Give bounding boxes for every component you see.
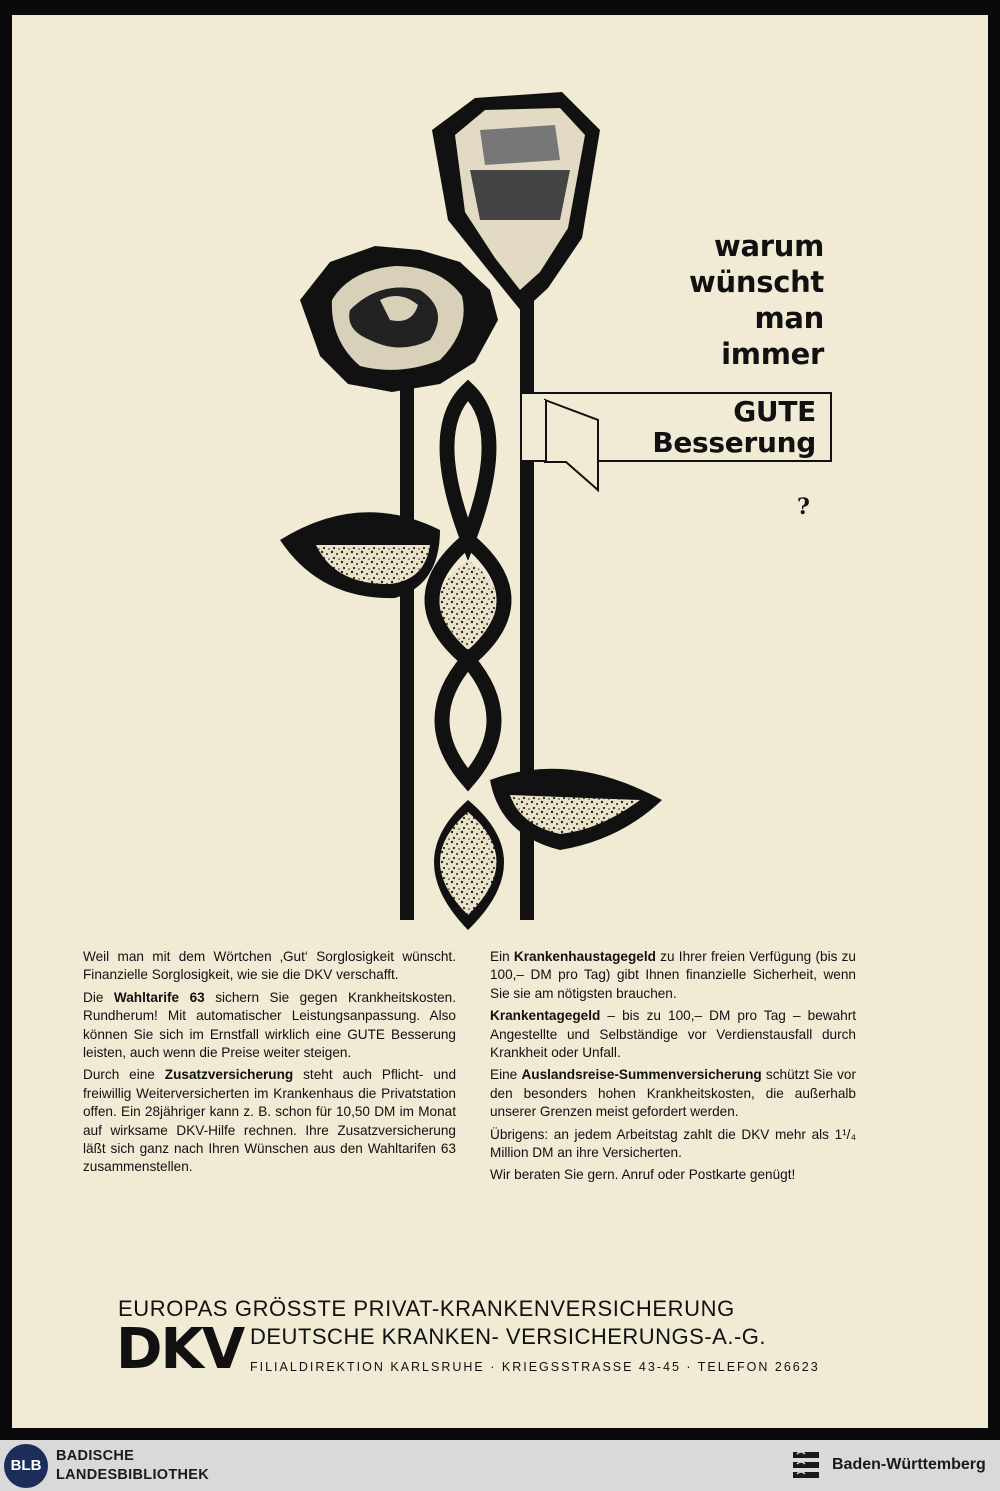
paragraph: Eine Auslandsreise-Summenversicherung schützt Sie vor den besonders hohen Krankheitskosten, die außerhalb unserer Grenzen meist gefordert werden. <box>490 1067 857 1120</box>
blb-logo-icon[interactable]: BLB <box>4 1444 48 1488</box>
gute-line: GUTE <box>733 395 816 428</box>
paragraph: Ein Krankenhaustagegeld zu Ihrer freien Verfügung (bis zu 100,– DM pro Tag) gibt Ihnen finanzielle Sicherheit, wenn Sie sie am nötigsten brauchen. <box>490 949 856 1001</box>
company-name: DEUTSCHE KRANKEN- VERSICHERUNGS-A.-G. <box>250 1324 767 1349</box>
paragraph: Übrigens: an jedem Arbeitstag zahlt die DKV mehr als 1¹/₄ Million DM an ihre Versicherten. <box>490 1126 856 1161</box>
besserung-line: Besserung <box>652 426 816 459</box>
paragraph: Wir beraten Sie gern. Anruf oder Postkarte genügt! <box>490 1167 796 1183</box>
library-footer-bar <box>0 1440 1000 1491</box>
headline-line: wünscht <box>689 265 824 299</box>
headline-line: warum <box>713 229 824 263</box>
paragraph: Krankentagegeld – bis zu 100,– DM pro Tag – bewahrt Angestellte und Selbständige vor Verdienstausfall durch Krankheit oder Unfall. <box>490 1008 856 1061</box>
body-column-right <box>490 948 856 1189</box>
headline-line: immer <box>721 337 824 371</box>
library-name[interactable]: BADISCHE LANDESBIBLIOTHEK <box>56 1448 210 1483</box>
slogan: EUROPAS GRÖSSTE PRIVAT-KRANKENVERSICHERUNG <box>118 1296 735 1321</box>
paragraph: Die Wahltarife 63 sichern Sie gegen Krankheitskosten. Rundherum! Mit automatischer Leistungsanpassung. Also können Sie sich im Ernstfall wirklich eine GUTE Besserung leisten, auch wenn die Preise weiter steigen. <box>83 989 456 1061</box>
paragraph: Weil man mit dem Wörtchen ‚Gut‘ Sorglosigkeit wünscht. Finanzielle Sorglosigkeit, wie sie die DKV verschafft. <box>83 949 456 983</box>
headline-line: man <box>754 301 824 335</box>
dkv-logo: DKV <box>116 1317 244 1382</box>
body-column-left <box>83 948 456 1181</box>
paragraph: Durch eine Zusatzversicherung steht auch Pflicht- und freiwillig Weiterversicherten im Krankenhaus die Privatstation offen. Ein 28jähriger kann z. B. schon für 10,50 DM im Monat auf wirksame DKV-Hilfe rechnen. Ihre Zusatzversicherung läßt sich ganz nach Ihren Wünschen aus den Wahltarifen 63 zusammenstellen. <box>83 1067 457 1175</box>
lion-emblem-icon <box>789 1446 823 1484</box>
company-address: FILIALDIREKTION KARLSRUHE · KRIEGSSTRASSE 43-45 · TELEFON 26623 <box>250 1360 820 1374</box>
question-mark: ? <box>797 494 810 520</box>
state-name[interactable]: Baden-Württemberg <box>832 1456 986 1473</box>
